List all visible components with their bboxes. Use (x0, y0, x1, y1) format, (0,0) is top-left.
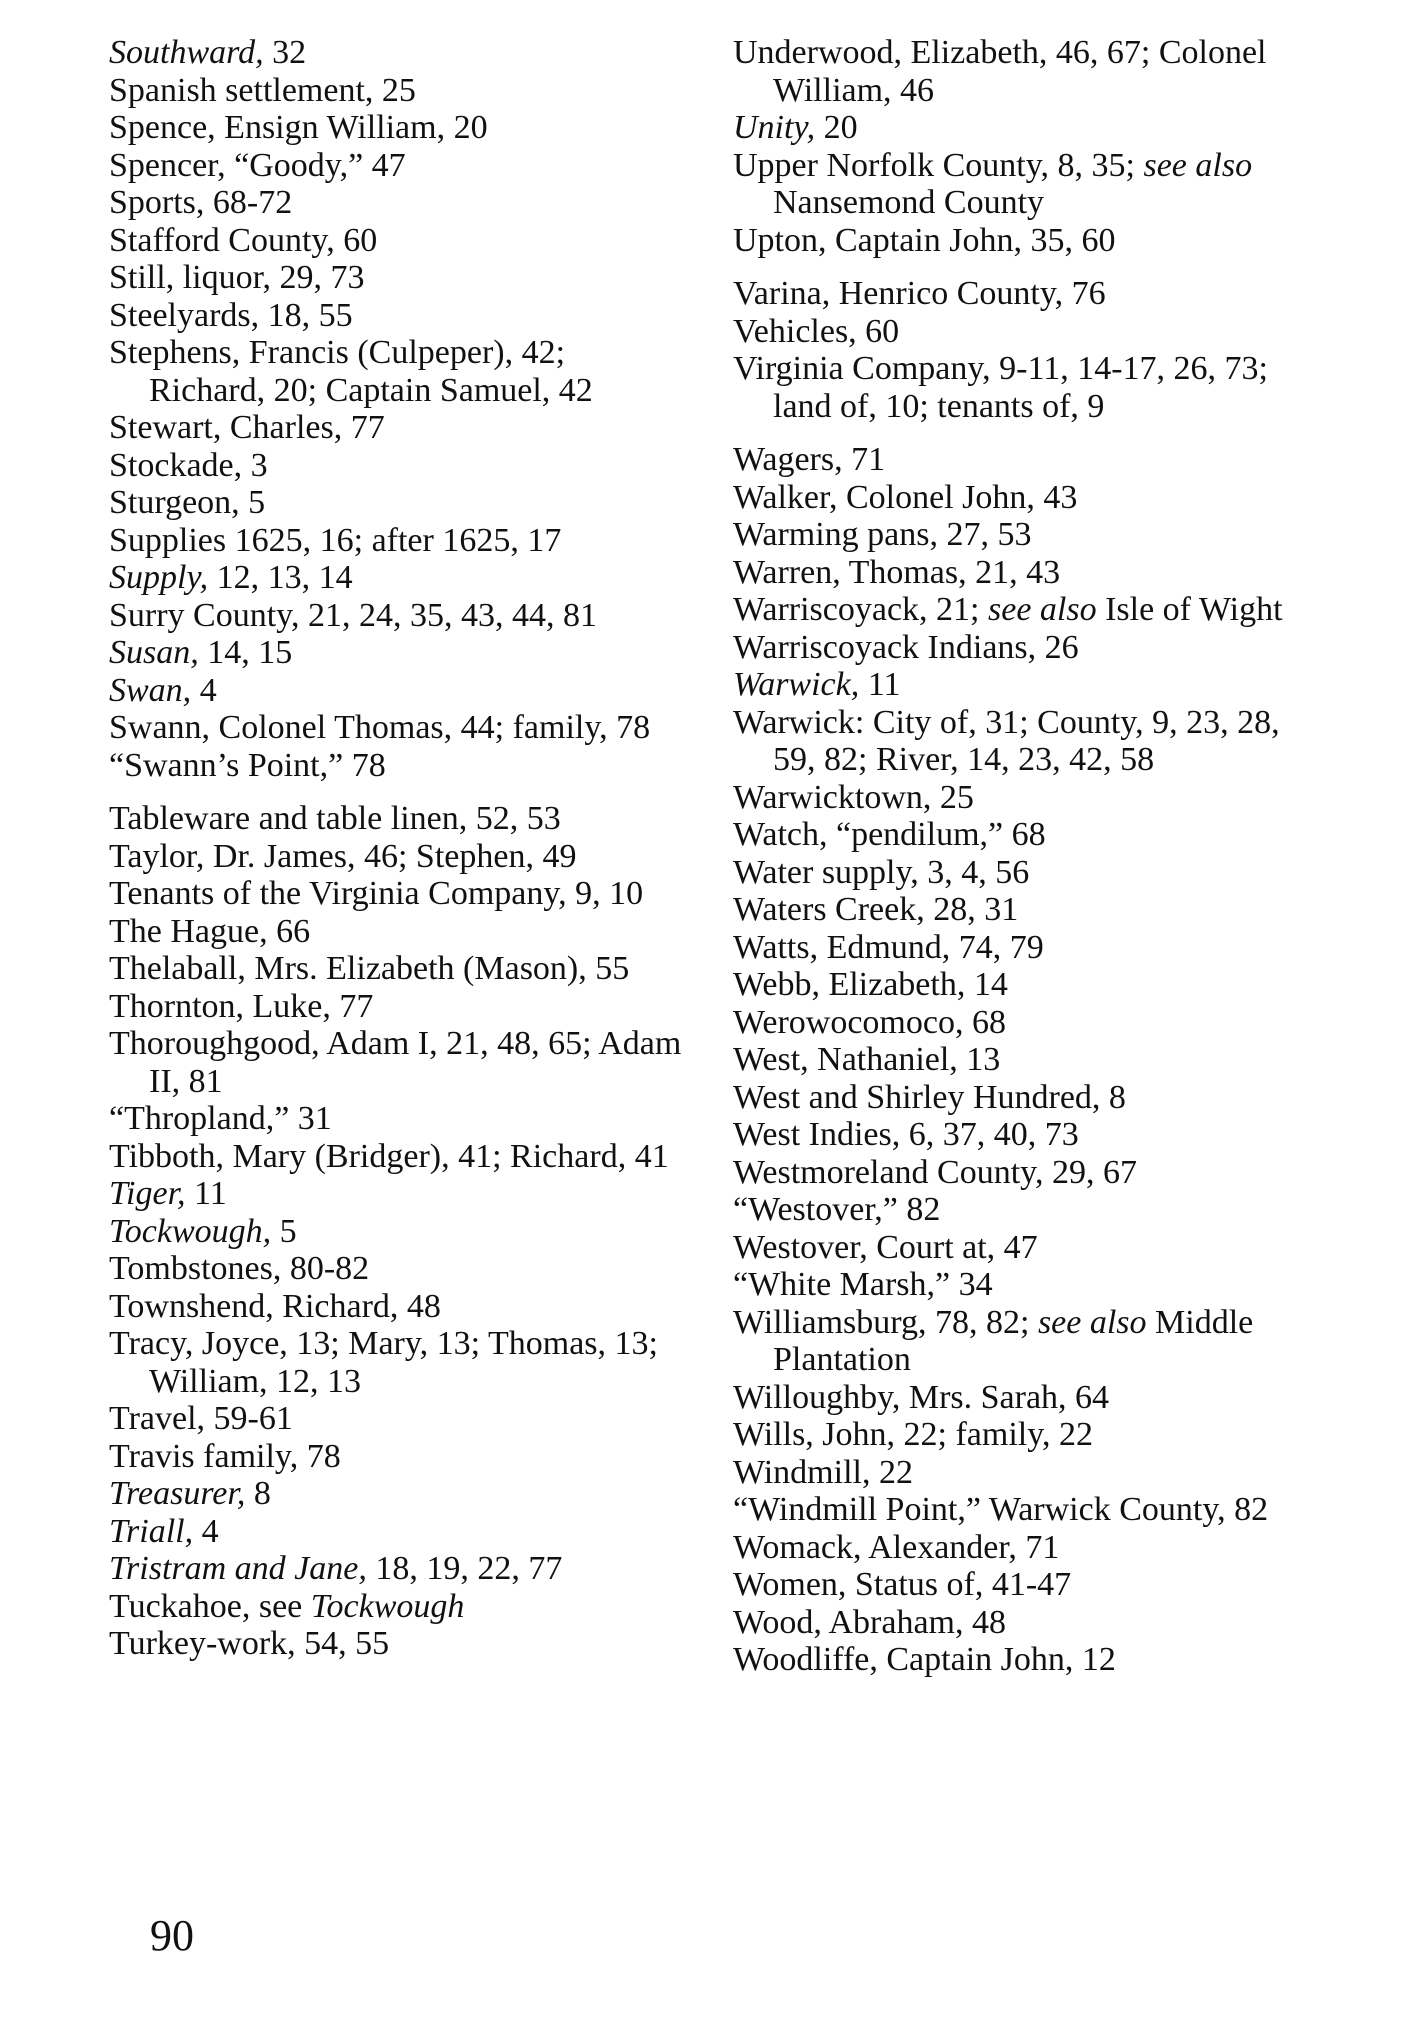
index-entry-text: Thelaball, Mrs. Elizabeth (Mason), 55 (109, 950, 630, 987)
index-entry-text: Tenants of the Virginia Company, 9, 10 (109, 875, 644, 912)
index-entry-text: 14, 15 (198, 634, 293, 671)
index-entry-text: Sturgeon, 5 (109, 484, 266, 521)
index-entry-text: Turkey-work, 54, 55 (109, 1625, 390, 1662)
index-entry (109, 1213, 689, 1251)
index-entry-text: Woodliffe, Captain John, 12 (733, 1641, 1116, 1678)
index-entry (109, 147, 689, 185)
index-entry-text: Thoroughgood, Adam I, 21, 48, 65; Adam II, 81 (109, 1025, 682, 1100)
index-entry-italic-text: Tockwough, (109, 1212, 272, 1250)
index-entry-italic-text: Southward, (109, 34, 264, 71)
index-entry (733, 1191, 1313, 1229)
index-entry-text: Middle Plantation (773, 1303, 1254, 1378)
index-entry-text: Tibboth, Mary (Bridger), 41; Richard, 41 (109, 1137, 669, 1175)
index-entry (109, 1400, 689, 1438)
index-entry-text: 32 (263, 34, 307, 71)
index-entry (733, 666, 1313, 704)
index-entry (109, 1625, 689, 1663)
index-entry-text: Werowocomoco, 68 (733, 1003, 1006, 1041)
index-entry (733, 966, 1313, 1004)
index-entry-text: Wills, John, 22; family, 22 (733, 1416, 1094, 1453)
index-entry-text: Tableware and table linen, 52, 53 (109, 800, 561, 837)
index-entry-text: 18, 19, 22, 77 (366, 1550, 563, 1587)
index-entry (733, 1529, 1313, 1567)
index-entry-text: “Thropland,” 31 (109, 1100, 332, 1137)
index-entry (109, 950, 689, 988)
index-entry-text: Water supply, 3, 4, 56 (733, 853, 1030, 891)
index-entry-text: Supplies 1625, 16; after 1625, 17 (109, 521, 562, 559)
index-entry (733, 779, 1313, 817)
index-entry (109, 1513, 689, 1551)
index-entry-text: 4 (191, 671, 217, 709)
index-entry-text: Surry County, 21, 24, 35, 43, 44, 81 (109, 596, 597, 634)
index-entry (109, 1025, 689, 1100)
index-entry-text: Stephens, Francis (Culpeper), 42; Richard, 20; Captain Samuel, 42 (109, 334, 593, 409)
index-entry-text: Sports, 68-72 (109, 184, 293, 221)
index-entry-text: Varina, Henrico County, 76 (733, 275, 1106, 312)
index-entry (733, 591, 1313, 629)
index-entry (109, 747, 689, 785)
index-entry (733, 147, 1313, 222)
index-entry-text: 8 (245, 1475, 271, 1512)
index-entry (733, 1379, 1313, 1417)
index-entry (733, 313, 1313, 351)
index-entry (109, 184, 689, 222)
index-entry-text: Tombstones, 80-82 (109, 1250, 370, 1287)
index-entry-text: Tracy, Joyce, 13; Mary, 13; Thomas, 13; William, 12, 13 (109, 1325, 658, 1400)
index-entry-text: 20 (815, 109, 858, 146)
page-number: 90 (150, 1911, 194, 1960)
index-entry (109, 1250, 689, 1288)
index-entry (109, 800, 689, 838)
index-entry-text: Stewart, Charles, 77 (109, 409, 385, 446)
index-entry-italic-text: Warwick, (733, 666, 860, 703)
index-entry-text: “Westover,” 82 (733, 1191, 941, 1228)
index-entry-text: Underwood, Elizabeth, 46, 67; Colonel William, 46 (733, 34, 1267, 109)
index-entry-text: West and Shirley Hundred, 8 (733, 1078, 1126, 1116)
index-entry (109, 597, 689, 635)
index-entry (109, 34, 689, 72)
index-entry (109, 1438, 689, 1476)
index-entry-text: Waters Creek, 28, 31 (733, 891, 1019, 928)
index-entry (109, 1288, 689, 1326)
index-entry (109, 522, 689, 560)
index-entry-text: Warwick: City of, 31; County, 9, 23, 28, 59, 82; River, 14, 23, 42, 58 (733, 703, 1280, 778)
index-entry-text: Willoughby, Mrs. Sarah, 64 (733, 1378, 1110, 1416)
index-entry (733, 275, 1313, 313)
index-entry-text: Virginia Company, 9-11, 14-17, 26, 73; land of, 10; tenants of, 9 (733, 350, 1268, 425)
index-entry-text: Townshend, Richard, 48 (109, 1287, 441, 1325)
index-entry-text: Womack, Alexander, 71 (733, 1528, 1060, 1566)
index-entry-italic-text: Triall, (109, 1512, 194, 1550)
index-entry-italic-text: Tristram and Jane, (109, 1550, 367, 1587)
index-entry-text: Stafford County, 60 (109, 221, 378, 259)
index-entry-text: Warming pans, 27, 53 (733, 516, 1032, 553)
index-entry-text: Thornton, Luke, 77 (109, 987, 374, 1025)
index-entry-text: Steelyards, 18, 55 (109, 296, 353, 334)
index-entry-italic-text: Supply, (109, 559, 209, 596)
index-entry-text: Upton, Captain John, 35, 60 (733, 221, 1116, 259)
index-entry-text: West, Nathaniel, 13 (733, 1041, 1001, 1078)
index-entry (733, 109, 1313, 147)
index-entry (109, 875, 689, 913)
index-entry (733, 891, 1313, 929)
index-entry (733, 516, 1313, 554)
index-entry (733, 554, 1313, 592)
index-entry (733, 629, 1313, 667)
index-entry-text: Stockade, 3 (109, 446, 268, 484)
index-entry-text: Windmill, 22 (733, 1453, 913, 1491)
index-entry (733, 929, 1313, 967)
index-entry-text: 5 (271, 1212, 297, 1250)
index-entry (733, 34, 1313, 109)
index-entry (109, 222, 689, 260)
index-entry (109, 1175, 689, 1213)
index-entry-text: Spencer, “Goody,” 47 (109, 146, 406, 184)
index-entry (733, 1604, 1313, 1642)
index-entry (109, 1100, 689, 1138)
index-entry-text: 11 (859, 666, 901, 703)
index-entry (109, 1138, 689, 1176)
index-column-left (109, 34, 689, 1663)
index-entry (109, 1550, 689, 1588)
index-entry-italic-text: Unity, (733, 109, 816, 146)
index-entry (733, 350, 1313, 425)
index-entry (733, 1266, 1313, 1304)
index-entry-text: Taylor, Dr. James, 46; Stephen, 49 (109, 837, 577, 875)
index-entry-text: Warriscoyack, 21; (733, 591, 988, 628)
index-entry (733, 1079, 1313, 1117)
index-entry (109, 297, 689, 335)
index-entry-text: Walker, Colonel John, 43 (733, 478, 1078, 516)
index-entry (733, 1491, 1313, 1529)
index-entry-text: Tuckahoe, see (109, 1587, 311, 1625)
index-entry (109, 72, 689, 110)
index-entry-text: Swann, Colonel Thomas, 44; family, 78 (109, 709, 651, 746)
index-entry-text: Williamsburg, 78, 82; (733, 1303, 1038, 1341)
index-entry (733, 1566, 1313, 1604)
index-entry-text: Travis family, 78 (109, 1437, 341, 1475)
index-entry-text: Westover, Court at, 47 (733, 1228, 1038, 1266)
index-entry-text: “Swann’s Point,” 78 (109, 746, 386, 784)
index-entry (733, 1641, 1313, 1679)
index-entry (109, 409, 689, 447)
index-entry-text: West Indies, 6, 37, 40, 73 (733, 1116, 1079, 1153)
index-entry-text: Wagers, 71 (733, 441, 886, 478)
index-entry-text: Warriscoyack Indians, 26 (733, 628, 1079, 666)
index-entry-text: Travel, 59-61 (109, 1400, 293, 1437)
index-entry (733, 1454, 1313, 1492)
index-entry (733, 1229, 1313, 1267)
index-entry (109, 484, 689, 522)
index-entry-text: Warren, Thomas, 21, 43 (733, 553, 1061, 591)
index-entry-text: Wood, Abraham, 48 (733, 1603, 1006, 1641)
index-entry (109, 913, 689, 951)
index-entry (733, 1041, 1313, 1079)
index-entry-text: Nansemond County (773, 184, 1045, 221)
index-entry-text: Isle of Wight (1096, 591, 1283, 628)
index-entry-text: 4 (193, 1512, 219, 1550)
index-entry-text: Spanish settlement, 25 (109, 71, 416, 109)
index-entry (109, 559, 689, 597)
index-entry (733, 479, 1313, 517)
index-entry-text: Vehicles, 60 (733, 312, 900, 350)
index-entry-text: Spence, Ensign William, 20 (109, 109, 488, 146)
index-entry (109, 634, 689, 672)
index-entry-italic-text: Tockwough (310, 1587, 465, 1625)
index-entry (109, 838, 689, 876)
index-entry (109, 709, 689, 747)
index-entry-italic-text: see also (988, 591, 1097, 628)
index-entry (733, 222, 1313, 260)
index-entry-text: The Hague, 66 (109, 912, 311, 950)
index-entry-text: Women, Status of, 41-47 (733, 1566, 1072, 1603)
index-entry-text: Watch, “pendilum,” 68 (733, 816, 1046, 853)
index-entry (109, 447, 689, 485)
index-entry (733, 1154, 1313, 1192)
index-entry (109, 672, 689, 710)
index-entry (733, 816, 1313, 854)
index-entry-italic-text: Susan, (109, 634, 199, 671)
index-entry-text: “Windmill Point,” Warwick County, 82 (733, 1491, 1269, 1528)
index-entry-italic-text: see also (1143, 146, 1253, 184)
index-entry-text: Upper Norfolk County, 8, 35; (733, 146, 1144, 184)
index-entry (109, 1588, 689, 1626)
index-entry (733, 704, 1313, 779)
index-entry (733, 441, 1313, 479)
index-entry (733, 1416, 1313, 1454)
index-entry (109, 1325, 689, 1400)
index-entry-text: Watts, Edmund, 74, 79 (733, 928, 1044, 966)
index-entry (733, 1004, 1313, 1042)
index-entry-italic-text: see also (1037, 1303, 1147, 1341)
index-entry (733, 854, 1313, 892)
index-entry-italic-text: Treasurer, (109, 1475, 246, 1512)
index-entry-text: 12, 13, 14 (208, 559, 353, 596)
index-entry-text: Warwicktown, 25 (733, 778, 974, 816)
index-column-right (733, 34, 1313, 1679)
index-entry-text: Webb, Elizabeth, 14 (733, 966, 1008, 1003)
index-entry-italic-text: Swan, (109, 671, 192, 709)
index-entry-text: “White Marsh,” 34 (733, 1266, 993, 1303)
index-entry (109, 988, 689, 1026)
index-entry (109, 334, 689, 409)
index-entry (109, 1475, 689, 1513)
index-entry-text: 11 (185, 1175, 227, 1212)
index-entry-text: Still, liquor, 29, 73 (109, 259, 365, 296)
index-entry (109, 259, 689, 297)
index-entry (109, 109, 689, 147)
index-entry-italic-text: Tiger, (109, 1175, 186, 1212)
index-entry-text: Westmoreland County, 29, 67 (733, 1153, 1137, 1191)
index-entry (733, 1116, 1313, 1154)
index-entry (733, 1304, 1313, 1379)
